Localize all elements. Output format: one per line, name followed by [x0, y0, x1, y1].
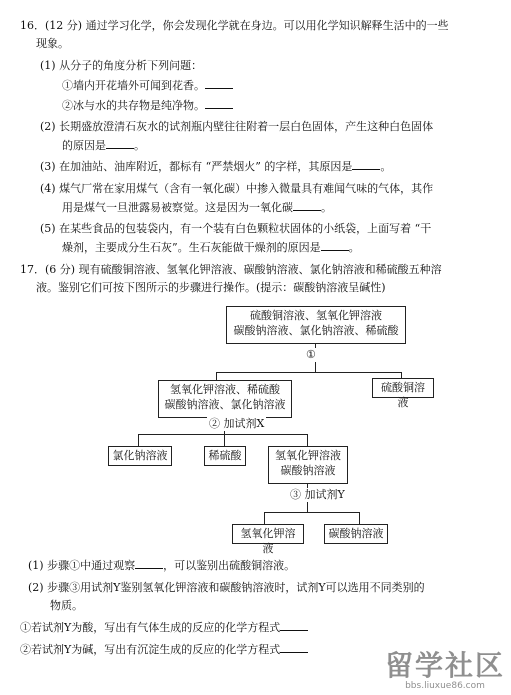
q17-sub3 [20, 620, 308, 636]
connector [307, 434, 308, 446]
box-line: 碳酸钠溶液 [280, 464, 336, 477]
q17-sub1-end: ，可以鉴别出硫酸铜溶液。 [163, 559, 296, 572]
box-line: 稀硫酸 [208, 449, 242, 462]
answer-blank [205, 98, 233, 109]
connector [138, 434, 308, 435]
box-line: 碳酸钠溶液 [328, 527, 384, 540]
answer-blank [280, 642, 308, 653]
step-2-label: ② 加试剂X [209, 417, 265, 430]
period: 。 [348, 241, 360, 254]
period: 。 [134, 139, 145, 152]
q16-header-cont: 现象。 [36, 37, 69, 50]
q17-sub4-text: ②若试剂Y为碱，写出有沉淀生成的反应的化学方程式 [20, 643, 281, 656]
q16-part1b-text: ②冰与水的共存物是纯净物。 [62, 99, 205, 112]
q17-header-cont: 液。鉴别它们可按下图所示的步骤进行操作。(提示：碳酸钠溶液呈碱性) [36, 281, 386, 294]
q16-part1a-text: ①墙内开花墙外可闻到花香。 [62, 79, 205, 92]
connector [216, 372, 402, 373]
answer-blank [205, 78, 233, 89]
box-line: 氯化钠溶液 [112, 449, 168, 462]
q17-sub1-text: (1) 步骤①中通过观察 [28, 559, 136, 572]
period: 。 [321, 201, 332, 214]
q16-part1a [62, 78, 233, 94]
q16-part2: (2) 长期盛放澄清石灰水的试剂瓶内壁往往附着一层白色固体，产生这种白色固体 [40, 120, 434, 133]
q16-part1: (1) 从分子的角度分析下列问题： [40, 59, 203, 72]
connector [224, 434, 225, 446]
box-potassium-hydroxide [232, 524, 304, 555]
answer-blank [352, 159, 380, 170]
q16-part4-cont-text: 用是煤气一旦泄露易被察觉。这是因为一氧化碳 [62, 201, 293, 214]
q16-part3 [40, 159, 391, 175]
box-all-solutions [226, 306, 406, 344]
q16-part2-cont [62, 138, 145, 154]
q17-sub3-text: ①若试剂Y为酸，写出有气体生成的反应的化学方程式 [20, 621, 281, 634]
connector [359, 512, 360, 524]
connector [138, 434, 139, 446]
q17-sub2-cont: 物质。 [50, 599, 83, 612]
step-3-label: ③ 加试剂Y [290, 488, 345, 501]
box-sodium-carbonate [324, 524, 388, 544]
q17-sub2: (2) 步骤③用试剂Y鉴别氢氧化钾溶液和碳酸钠溶液时，试剂Y可以选用不同类别的 [28, 581, 425, 594]
box-sodium-chloride [108, 446, 172, 466]
box-line: 硫酸铜溶液 [381, 381, 425, 409]
q17-sub1 [28, 558, 295, 574]
box-koh-na2co3 [268, 446, 348, 484]
q16-part2-cont-text: 的原因是 [62, 139, 106, 152]
q17-sub4 [20, 642, 308, 658]
box-line: 硫酸铜溶液、氢氧化钾溶液 [250, 309, 382, 322]
connector [264, 512, 360, 513]
period: 。 [380, 160, 392, 173]
q16-part3-text: (3) 在加油站、油库附近，都标有 “严禁烟火” 的字样，其原因是 [40, 160, 353, 173]
answer-blank [293, 200, 321, 211]
answer-blank [280, 620, 308, 631]
box-line: 碳酸钠溶液、氯化钠溶液、稀硫酸 [233, 324, 399, 337]
q16-part5-cont-text: 燥剂，主要成分生石灰”。生石灰能做干燥剂的原因是 [62, 241, 321, 254]
q16-header: 16．(12 分) 通过学习化学，你会发现化学就在身边。可以用化学知识解释生活中的一些 [20, 19, 449, 32]
box-line: 碳酸钠溶液、氯化钠溶液 [164, 398, 286, 411]
step-1-label: ① [306, 348, 316, 361]
connector [264, 512, 265, 524]
watermark-url: bbs.liuxue86.com [405, 681, 485, 691]
watermark-logo [385, 651, 505, 691]
q16-part5: (5) 在某些食品的包装袋内，有一个装有白色颗粒状固体的小纸袋，上面写着 “干 [40, 222, 432, 235]
box-four-solutions [158, 380, 292, 418]
box-copper-sulfate [372, 378, 434, 409]
box-line: 氢氧化钾溶液 [240, 527, 296, 555]
box-line: 氢氧化钾溶液、稀硫酸 [170, 383, 280, 396]
connector [216, 372, 217, 380]
q16-part4: (4) 煤气厂常在家用煤气（含有一氧化碳）中掺入微量具有难闻气味的气体，其作 [40, 182, 434, 195]
q16-part1b [62, 98, 233, 114]
answer-blank [135, 558, 163, 569]
answer-blank [106, 138, 134, 149]
watermark-title: 留学社区 [384, 649, 505, 682]
q16-part4-cont [62, 200, 332, 216]
q17-header: 17．(6 分) 现有硫酸铜溶液、氢氧化钾溶液、碳酸钠溶液、氯化钠溶液和稀硫酸五种溶 [20, 263, 442, 276]
box-dilute-sulfuric-acid [204, 446, 246, 466]
answer-blank [321, 240, 349, 251]
q16-part5-cont [62, 240, 360, 256]
box-line: 氢氧化钾溶液 [275, 449, 341, 462]
